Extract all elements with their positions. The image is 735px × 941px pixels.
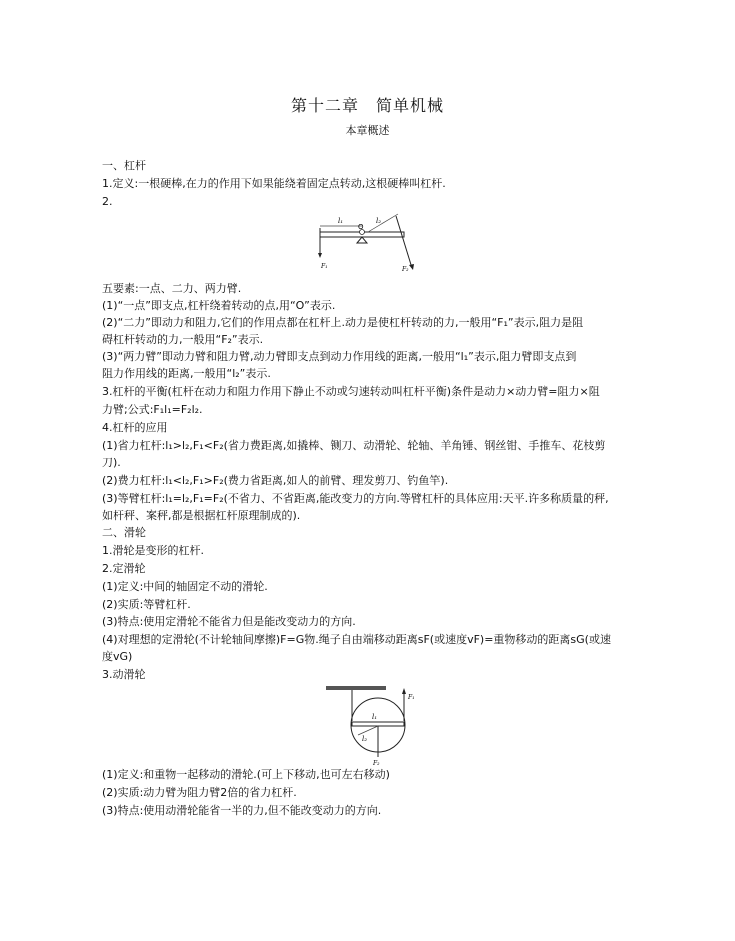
- f1-arrowhead: [402, 688, 406, 694]
- force-costing-lever: (2)费力杠杆:l₁<l₂,F₁>F₂(费力省距离,如人的前臂、理发剪刀、钓鱼竿).: [102, 474, 449, 487]
- label-l1: l₁: [372, 713, 378, 721]
- label-o: O: [358, 223, 364, 231]
- chapter-title: 第十二章 简单机械: [290, 96, 444, 115]
- label-f1: F₁: [321, 263, 328, 270]
- lever-diagram: [316, 210, 428, 272]
- label-f2: F₂: [373, 760, 380, 767]
- arms-para-line2: 阻力作用线的距离,一般用“l₂”表示.: [102, 367, 271, 380]
- balance-line1: 3.杠杆的平衡(杠杆在动力和阻力作用下静止不动或匀速转动叫杠杆平衡)条件是动力×动力臂=阻力×阻: [102, 385, 600, 398]
- section-heading-pulley: 二、滑轮: [102, 526, 146, 539]
- l2-dimension-line: [368, 214, 398, 232]
- lever-definition: 1.定义:一根硬棒,在力的作用下如果能绕着固定点转动,这根硬棒叫杠杆.: [102, 177, 446, 190]
- label-l2: l₂: [362, 735, 368, 743]
- fulcrum-triangle: [357, 237, 367, 243]
- label-l2: l₂: [376, 217, 382, 225]
- arms-para-line1: (3)“两力臂”即动力臂和阻力臂,动力臂即支点到动力作用线的距离,一般用“l₁”表示,阻力臂即支点到: [102, 350, 577, 363]
- f2-arrow-shaft: [396, 216, 412, 268]
- ideal-fixed-pulley-line1: (4)对理想的定滑轮(不计轮轴间摩擦)F=G物.绳子自由端移动距离sF(或速度vF)=重物移动的距离sG(或速: [102, 633, 611, 646]
- section-heading-lever: 一、杠杆: [102, 159, 146, 172]
- ideal-fixed-pulley-line2: 度vG): [102, 650, 133, 663]
- movable-pulley-heading: 3.动滑轮: [102, 668, 146, 681]
- lever-application-heading: 4.杠杆的应用: [102, 421, 168, 434]
- forces-para-line2: 碍杠杆转动的力,一般用“F₂”表示.: [102, 333, 264, 346]
- equal-arm-lever-line1: (3)等臂杠杆:l₁=l₂,F₁=F₂(不省力、不省距离,能改变力的方向.等臂杠杆的具体应用:天平.许多称质量的秤,: [102, 492, 609, 505]
- pulley-axle-bar: [352, 722, 404, 726]
- f2-arrowhead: [409, 264, 414, 270]
- movable-pulley-definition: (1)定义:和重物一起移动的滑轮.(可上下移动,也可左右移动): [102, 768, 390, 781]
- fixed-pulley-heading: 2.定滑轮: [102, 562, 146, 575]
- fixed-pulley-definition: (1)定义:中间的轴固定不动的滑轮.: [102, 580, 268, 593]
- movable-pulley-feature: (3)特点:使用动滑轮能省一半的力,但不能改变动力的方向.: [102, 804, 382, 817]
- force-saving-lever-line1: (1)省力杠杆:l₁>l₂,F₁<F₂(省力费距离,如撬棒、铡刀、动滑轮、轮轴、羊角锤、钢丝钳、手推车、花枝剪: [102, 439, 606, 452]
- chapter-subtitle: 本章概述: [345, 124, 390, 137]
- fixed-pulley-feature: (3)特点:使用定滑轮不能省力但是能改变动力的方向.: [102, 615, 356, 628]
- equal-arm-lever-line2: 如杆秤、案秤,都是根据杠杆原理制成的).: [102, 509, 301, 522]
- force-saving-lever-line2: 刀).: [102, 456, 121, 469]
- point-para: (1)“一点”即支点,杠杆绕着转动的点,用“O”表示.: [102, 299, 336, 312]
- balance-line2: 力臂;公式:F₁l₁=F₂l₂.: [102, 403, 203, 416]
- lever-item-2: 2.: [102, 195, 113, 208]
- movable-pulley-diagram: [322, 683, 422, 767]
- fixed-pulley-essence: (2)实质:等臂杠杆.: [102, 598, 191, 611]
- forces-para-line1: (2)“二力”即动力和阻力,它们的作用点都在杠杆上.动力是使杠杆转动的力,一般用“F₁”表示,阻力是阻: [102, 316, 584, 329]
- five-elements: 五要素:一点、二力、两力臂.: [102, 282, 242, 295]
- label-l1: l₁: [338, 217, 344, 225]
- f1-arrowhead: [318, 253, 322, 258]
- label-f1: F₁: [408, 694, 415, 701]
- label-f2: F₂: [402, 266, 409, 272]
- pulley-is-lever: 1.滑轮是变形的杠杆.: [102, 544, 204, 557]
- movable-pulley-essence: (2)实质:动力臂为阻力臂2倍的省力杠杆.: [102, 786, 297, 799]
- l2-dimension-line: [358, 726, 378, 735]
- ceiling-support: [326, 686, 386, 690]
